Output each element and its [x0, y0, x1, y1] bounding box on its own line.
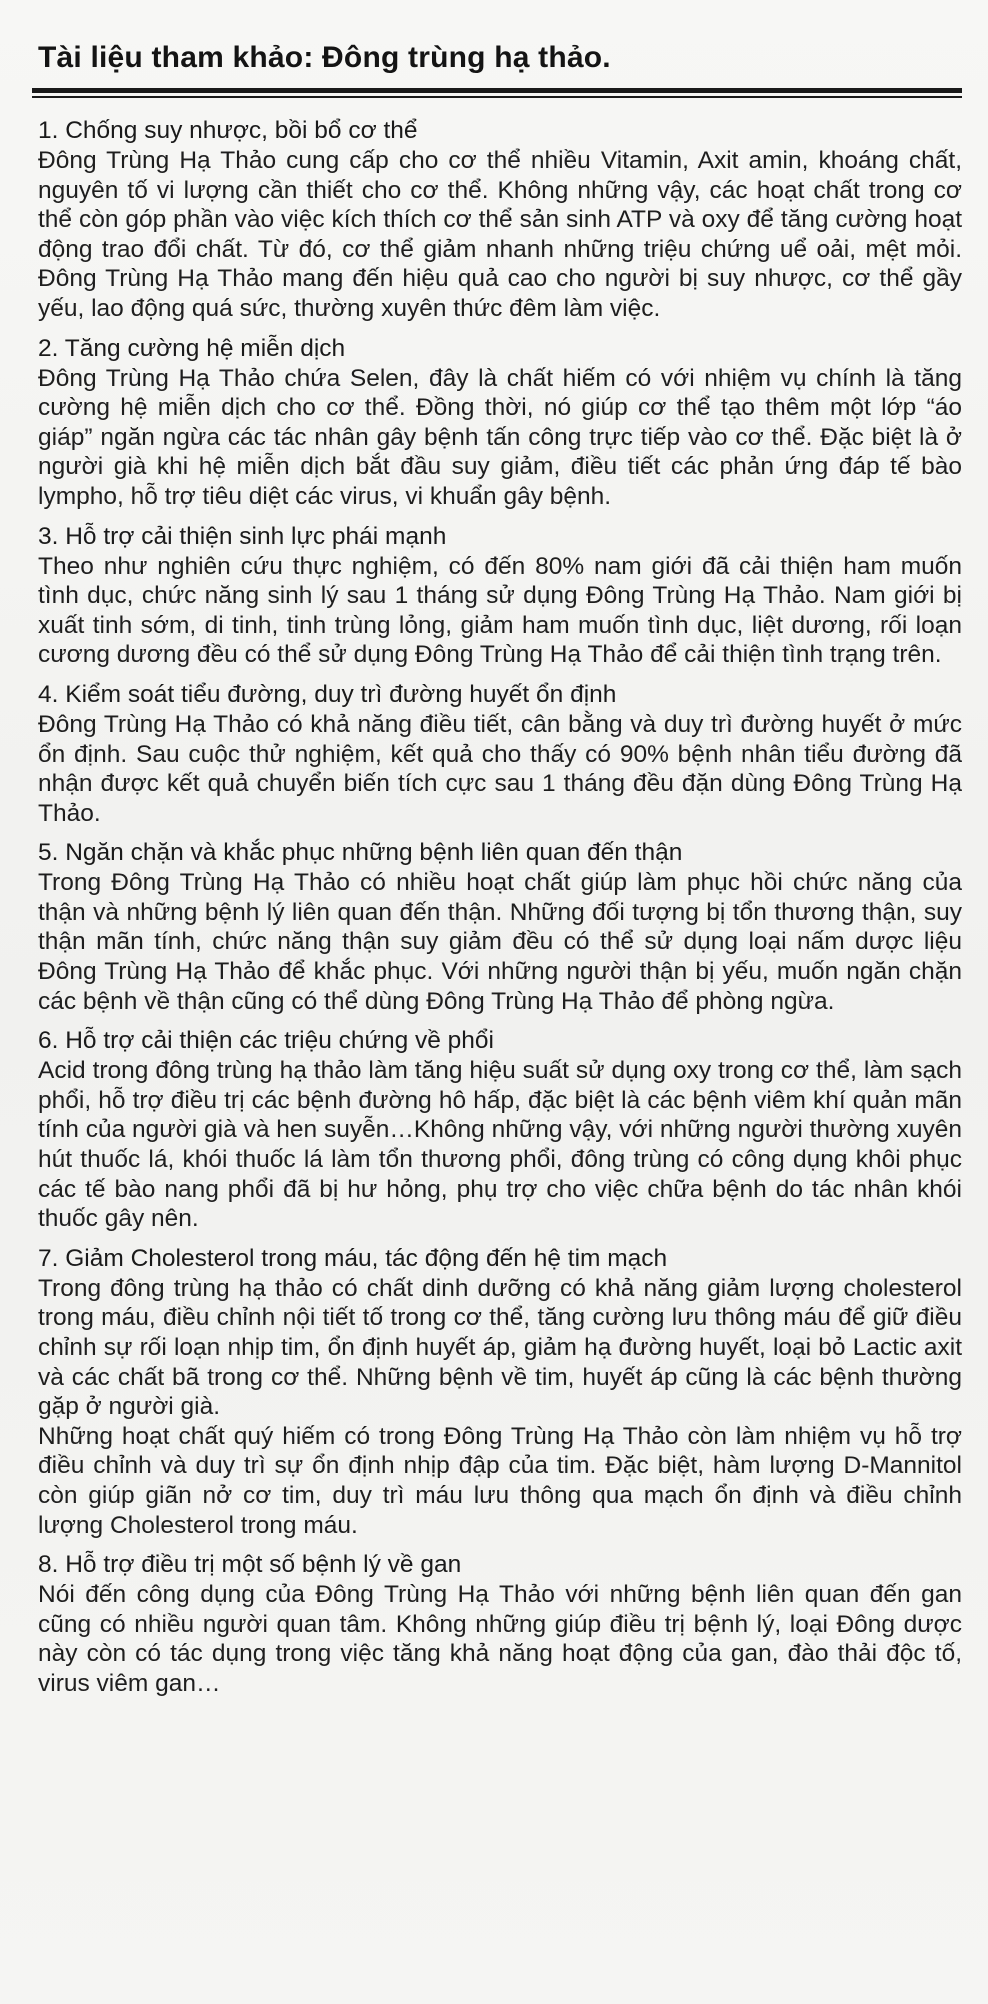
- section-paragraph: Những hoạt chất quý hiếm có trong Đông Trùng Hạ Thảo còn làm nhiệm vụ hỗ trợ điều chỉnh và duy trì sự ổn định nhịp đập của tim. Đặc biệt, hàm lượng D-Mannitol còn giúp giãn nở cơ tim, duy trì máu lưu thông qua mạch ổn định và điều chỉnh lượng Cholesterol trong máu.: [38, 1422, 962, 1539]
- section-heading: 5. Ngăn chặn và khắc phục những bệnh liên quan đến thận: [38, 839, 683, 867]
- section-heading: 6. Hỗ trợ cải thiện các triệu chứng về phổi: [38, 1027, 495, 1055]
- section-paragraph: Trong Đông Trùng Hạ Thảo có nhiều hoạt chất giúp làm phục hồi chức năng của thận và những bệnh lý liên quan đến thận. Những đối tượng bị tổn thương thận, suy thận mãn tính, chức năng thận suy giảm đều có thể sử dụng loại nấm dược liệu Đông Trùng Hạ Thảo để khắc phục. Với những người thận bị yếu, muốn ngăn chặn các bệnh về thận cũng có thể dùng Đông Trùng Hạ Thảo để phòng ngừa.: [38, 869, 962, 1015]
- section-heading: 1. Chống suy nhược, bồi bổ cơ thể: [38, 117, 418, 144]
- title-divider: [32, 88, 962, 98]
- section-paragraph: Trong đông trùng hạ thảo có chất dinh dưỡng có khả năng giảm lượng cholesterol trong máu, điều chỉnh nội tiết tố trong cơ thể, tăng cường lưu thông máu để giữ điều chỉnh sự rối loạn nhịp tim, ổn định huyết áp, giảm hạ đường huyết, loại bỏ Lactic axit và các chất bã trong cơ thể. Những bệnh về tim, huyết áp cũng là các bệnh thường gặp ở người già.: [38, 1274, 962, 1421]
- section-heading: 7. Giảm Cholesterol trong máu, tác động đến hệ tim mạch: [38, 1244, 668, 1272]
- section-paragraph: Theo như nghiên cứu thực nghiệm, có đến 80% nam giới đã cải thiện ham muốn tình dục, chức năng sinh lý sau 1 tháng sử dụng Đông Trùng Hạ Thảo. Nam giới bị xuất tinh sớm, di tinh, tinh trùng lỏng, giảm ham muốn tình dục, liệt dương, rối loạn cương dương đều có thể sử dụng Đông Trùng Hạ Thảo để cải thiện tình trạng trên.: [38, 552, 962, 669]
- section-paragraph: Acid trong đông trùng hạ thảo làm tăng hiệu suất sử dụng oxy trong cơ thể, làm sạch phổi, hỗ trợ điều trị các bệnh đường hô hấp, đặc biệt là các bệnh viêm khí quản mãn tính của người già và hen suyễn…Không những vậy, với những người thường xuyên hút thuốc lá, khói thuốc lá làm tổn thương phổi, đông trùng có công dụng khôi phục các tế bào nang phổi đã bị hư hỏng, phụ trợ cho việc chữa bệnh do tác nhân khói thuốc gây nên.: [38, 1057, 962, 1233]
- section-6: [38, 1026, 962, 1234]
- section-5: [38, 838, 962, 1016]
- section-1: [38, 116, 962, 324]
- section-heading: 8. Hỗ trợ điều trị một số bệnh lý về gan: [38, 1551, 462, 1579]
- section-2: [38, 334, 962, 512]
- section-paragraph: Nói đến công dụng của Đông Trùng Hạ Thảo với những bệnh liên quan đến gan cũng có nhiều người quan tâm. Không những giúp điều trị bệnh lý, loại Đông dược này còn có tác dụng trong việc tăng khả năng hoạt động của gan, đào thải độc tố, virus viêm gan…: [38, 1581, 962, 1697]
- section-paragraph: Đông Trùng Hạ Thảo chứa Selen, đây là chất hiếm có với nhiệm vụ chính là tăng cường hệ miễn dịch cho cơ thể. Đồng thời, nó giúp cơ thể tạo thêm một lớp “áo giáp” ngăn ngừa các tác nhân gây bệnh tấn công trực tiếp vào cơ thể. Đặc biệt là ở người già khi hệ miễn dịch bắt đầu suy giảm, điều tiết các phản ứng đáp tế bào lympho, hỗ trợ tiêu diệt các virus, vi khuẩn gây bệnh.: [38, 364, 962, 510]
- document-title: Tài liệu tham khảo: Đông trùng hạ thảo.: [38, 41, 611, 74]
- section-heading: 3. Hỗ trợ cải thiện sinh lực phái mạnh: [38, 522, 447, 550]
- section-heading: 4. Kiểm soát tiểu đường, duy trì đường huyết ổn định: [38, 680, 617, 708]
- section-paragraph: Đông Trùng Hạ Thảo có khả năng điều tiết, cân bằng và duy trì đường huyết ở mức ổn định. Sau cuộc thử nghiệm, kết quả cho thấy có 90% bệnh nhân tiểu đường đã nhận được kết quả chuyển biến tích cực sau 1 tháng đều đặn dùng Đông Trùng Hạ Thảo.: [38, 710, 962, 827]
- section-8: [38, 1550, 962, 1698]
- section-heading: 2. Tăng cường hệ miễn dịch: [38, 334, 346, 362]
- section-3: [38, 522, 962, 670]
- sections-container: [38, 116, 962, 1699]
- section-paragraph: Đông Trùng Hạ Thảo cung cấp cho cơ thể nhiều Vitamin, Axit amin, khoáng chất, nguyên tố vi lượng cần thiết cho cơ thể. Không những vậy, các hoạt chất trong cơ thể còn góp phần vào việc kích thích cơ thể sản sinh ATP và oxy để tăng cường hoạt động trao đổi chất. Từ đó, cơ thể giảm nhanh những triệu chứng uể oải, mệt mỏi. Đông Trùng Hạ Thảo mang đến hiệu quả cao cho người bị suy nhược, cơ thể gầy yếu, lao động quá sức, thường xuyên thức đêm làm việc.: [38, 147, 962, 322]
- section-7: [38, 1244, 962, 1540]
- section-4: [38, 680, 962, 828]
